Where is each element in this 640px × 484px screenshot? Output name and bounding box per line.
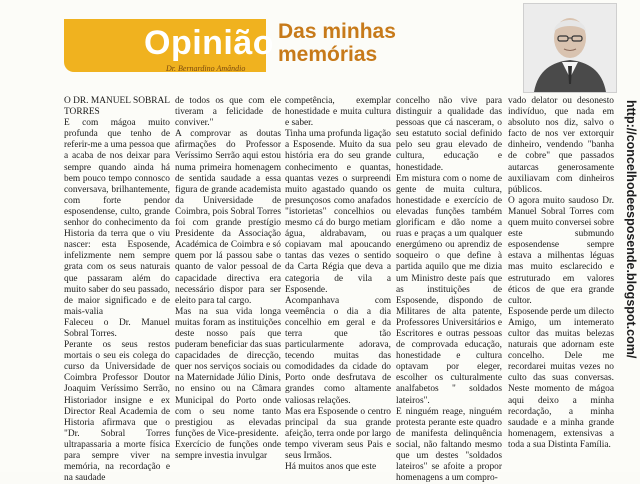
- column-paragraph: O DR. MANUEL SOBRAL TORRES: [64, 96, 170, 118]
- article-subtitle: [278, 20, 396, 66]
- author-byline: Dr. Bernardino Amândio: [166, 64, 246, 73]
- column-paragraph: Exercício de funções onde sempre investia invulgar: [175, 439, 281, 461]
- column-paragraph: Perante os seus restos mortais o seu eis colega do curso da Universidade de Coimbra Professor Doutor Joaquim Veríssimo Serrão, Historiador insigne e ex Director Real Academia de Historia afirmava que o "Dr. Sobral Torres ultrapassaria a morte física para sempre viver na memória, na recordação e na saudade: [64, 340, 170, 484]
- column-paragraph: Mas na sua vida longa muitas foram as instituições deste nosso país que puderam beneficiar das suas capacidades de direcção, quer nos serviços sociais ou na Maternidade Júlio Dinis, no ensino ou na Câmara Municipal do Porto onde com o seu nome tanto prestigiou as elevadas funções de Vice-presidente.: [175, 306, 281, 439]
- column-paragraph: Tinha uma profunda ligação a Esposende. Muito da sua história era do seu grande conhecimento e quantas, quantas vezes o surpreendi muito agastado quando os presunçosos como anafados "istorietas" concelhios ou mesmo cá do burgo metiam água, aldrabavam, ou copiavam mal apoucando tantas das vezes o sentido da Carta Régia que deva a categoria de vila a Esposende.: [285, 129, 391, 295]
- article-column-5: [508, 96, 614, 451]
- column-paragraph: E com mágoa muito profunda que tenho de referir-me a uma pessoa que a acaba de nos deixar para sempre quando ainda há bem pouco tempo connosco conversava, brilhantemente, com forte pendor esposendense, culto, grande senhor do conhecimento da Historia da terra que o viu nascer: esta Esposende, infelizmente nem sempre grata com os seus naturais que passaram além do muito saber do seu passado, de maior significado e de mais-valia: [64, 118, 171, 317]
- column-paragraph: de todos os que com ele tiveram a felicidade de conviver.": [175, 96, 281, 129]
- column-paragraph: Faleceu o Dr. Manuel Sobral Torres.: [64, 317, 170, 339]
- column-paragraph: E ninguém reage, ninguém protesta perante este quadro de manifesta delinquência social, não faltando mesmo que um destes "soldados lateiros" se afoite a propor homenagens a um compro-: [396, 406, 502, 484]
- article-column-3: [285, 96, 391, 473]
- subtitle-line-2: memórias: [278, 43, 378, 66]
- column-paragraph: vado delator ou desonesto indivíduo, que nada em absoluto nos diz, salvo o facto de nos ver extorquir dinheiro, vendendo "banha de cobre" que passados autarcas generosamente auxiliavam com dinheiros públicos.: [508, 96, 614, 195]
- section-title: Opinião: [144, 24, 275, 62]
- blog-url-watermark: http://concelhodeesposende.blogspot.com/: [624, 100, 638, 359]
- column-paragraph: Há muitos anos que este: [285, 462, 377, 473]
- column-paragraph: Mas era Esposende o centro principal da sua grande afeição, terra onde por largo tempo viveram seus Pais e seus Irmãos.: [285, 406, 391, 461]
- article-column-4: [396, 96, 502, 484]
- column-paragraph: A comprovar as doutas afirmações do Professor Veríssimo Serrão aqui estou numa primeira homenagem de sentida saudade a essa figura de grande academista da Universidade de Coimbra, pois Sobral Torres foi com grande prestígio Presidente da Associação Académica de Coimbra e só quem por lá passou sabe o quanto de valor pessoal de capacidade directiva era necessário dispor para ser eleito para tal cargo.: [175, 129, 281, 306]
- article-column-2: [175, 96, 281, 462]
- column-paragraph: Esposende perde um dilecto Amigo, um intemerato cultor das muitas belezas naturais que adornam este concelho. Dele me recordarei muitas vezes no culto das suas conversas. Neste momento de mágoa aqui deixo a minha recordação, a minha saudade e a minha grande homenagem, extensivas a toda a sua Distinta Família.: [508, 306, 614, 450]
- author-photo: [523, 3, 617, 93]
- column-paragraph: concelho não vive para distinguir a qualidade das pessoas que cá nasceram, o seu estatuto social definido pelo seu grau elevado de cultura, educação e honestidade.: [396, 96, 502, 173]
- article-column-1: [64, 96, 170, 484]
- column-paragraph: O agora muito saudoso Dr. Manuel Sobral Torres com quem muito conversei sobre este submundo esposendense sempre estava a milhentas léguas mas muito esclarecido e estruturado em valores éticos de que era grande cultor.: [508, 195, 614, 306]
- author-portrait-image: [524, 4, 616, 92]
- column-paragraph: competência, exemplar honestidade e muita cultura e saber.: [285, 96, 391, 129]
- column-paragraph: Acompanhava com veemência o dia a dia concelhio em geral e da terra que tão particularmente adorava, tecendo muitas das comodidades da cidade do Porto onde desfrutava de grandes como altamente valiosas relações.: [285, 295, 391, 406]
- column-paragraph: Em mistura com o nome de gente de muita cultura, honestidade e exercício de elevadas funções também glorificam e dão nome a ruas e praças a um qualquer energúmeno ou aprendiz de soqueiro o que define à partida aquilo que me dizia um Ministro deste país que as instituições de Esposende, dispondo de Militares de alta patente, Professores Universitários e Escritores e outras pessoas de comprovada educação, honestidade e cultura optavam por eleger, escolher os culturalmente analfabetos " soldados lateiros".: [396, 173, 502, 406]
- subtitle-line-1: Das minhas: [278, 20, 396, 43]
